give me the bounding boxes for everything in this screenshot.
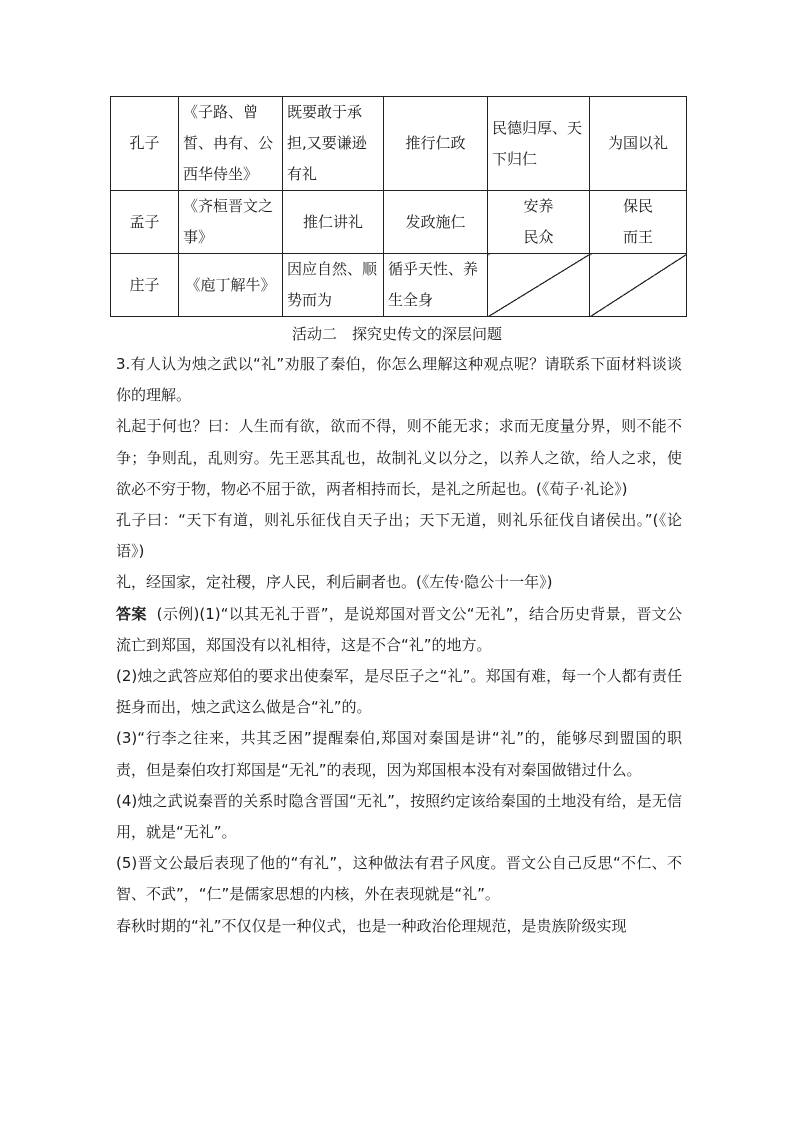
answer-paragraph: (5)晋文公最后表现了他的“有礼”，这种做法有君子风度。晋文公自己反思“不仁、不智、不武”，“仁”是儒家思想的内核，外在表现就是“礼”。	[116, 854, 682, 904]
section-title: 活动二 探究史传文的深层问题	[291, 325, 502, 343]
table-row	[111, 191, 687, 254]
document-body	[116, 349, 682, 942]
table-cell: 发政施仁	[384, 191, 488, 254]
answer-label: 答案	[116, 604, 147, 623]
table-cell: 因应自然、顺势而为	[283, 254, 384, 317]
material-paragraph: 礼，经国家，定社稷，序人民，利后嗣者也。(《左传·隐公十一年》)	[116, 573, 553, 592]
table-row	[111, 254, 687, 317]
material-paragraph: 孔子曰：“天下有道，则礼乐征伐自天子出；天下无道，则礼乐征伐自诸侯出。”(《论语》)	[116, 511, 682, 561]
table-cell: 民德归厚、天下归仁	[488, 97, 590, 191]
diagonal-empty-cell	[590, 254, 687, 317]
philosophers-table	[110, 96, 687, 317]
question-text: 3.有人认为烛之武以“礼”劝服了秦伯，你怎么理解这种观点呢？请联系下面材料谈谈你的理解。	[116, 355, 682, 405]
table-row	[111, 97, 687, 191]
answer-paragraph: 春秋时期的“礼”不仅仅是一种仪式，也是一种政治伦理规范，是贵族阶级实现	[116, 916, 627, 935]
table-cell: 为国以礼	[590, 97, 687, 191]
table-cell: 孔子	[111, 97, 179, 191]
material-paragraph: 礼起于何也？曰：人生而有欲，欲而不得，则不能无求；求而无度量分界，则不能不争；争则乱，乱则穷。先王恶其乱也，故制礼义以分之，以养人之欲，给人之求，使欲必不穷于物，物必不屈于欲，两者相持而长，是礼之所起也。(《荀子·礼论》)	[116, 417, 682, 498]
answer-paragraph: (3)“行李之往来，共其乏困”提醒秦伯,郑国对秦国是讲“礼”的，能够尽到盟国的职责，但是秦伯攻打郑国是“无礼”的表现，因为郑国根本没有对秦国做错过什么。	[116, 729, 682, 779]
table-cell: 保民而王	[590, 191, 687, 254]
table-cell: 《庖丁解牛》	[179, 254, 283, 317]
table-cell: 庄子	[111, 254, 179, 317]
table-cell: 推仁讲礼	[283, 191, 384, 254]
answer-paragraph: (2)烛之武答应郑伯的要求出使秦军，是尽臣子之“礼”。郑国有难，每一个人都有责任挺身而出，烛之武这么做是合“礼”的。	[116, 667, 682, 717]
table-cell: 孟子	[111, 191, 179, 254]
table-cell: 循乎天性、养生全身	[384, 254, 488, 317]
table-cell: 《子路、曾皙、冉有、公西华侍坐》	[179, 97, 283, 191]
diagonal-empty-cell	[488, 254, 590, 317]
table-cell: 既要敢于承担,又要谦逊有礼	[283, 97, 384, 191]
answer-paragraph	[116, 599, 682, 661]
table-cell: 安养民众	[488, 191, 590, 254]
table-cell: 《齐桓晋文之事》	[179, 191, 283, 254]
answer-paragraph: (4)烛之武说秦晋的关系时隐含晋国“无礼”，按照约定该给秦国的土地没有给，是无信用，就是“无礼”。	[116, 791, 682, 842]
table-cell: 推行仁政	[384, 97, 488, 191]
answer-text: (示例)(1)“以其无礼于晋”，是说郑国对晋文公“无礼”，结合历史背景，晋文公流亡到郑国，郑国没有以礼相待，这是不合“礼”的地方。	[116, 604, 682, 654]
